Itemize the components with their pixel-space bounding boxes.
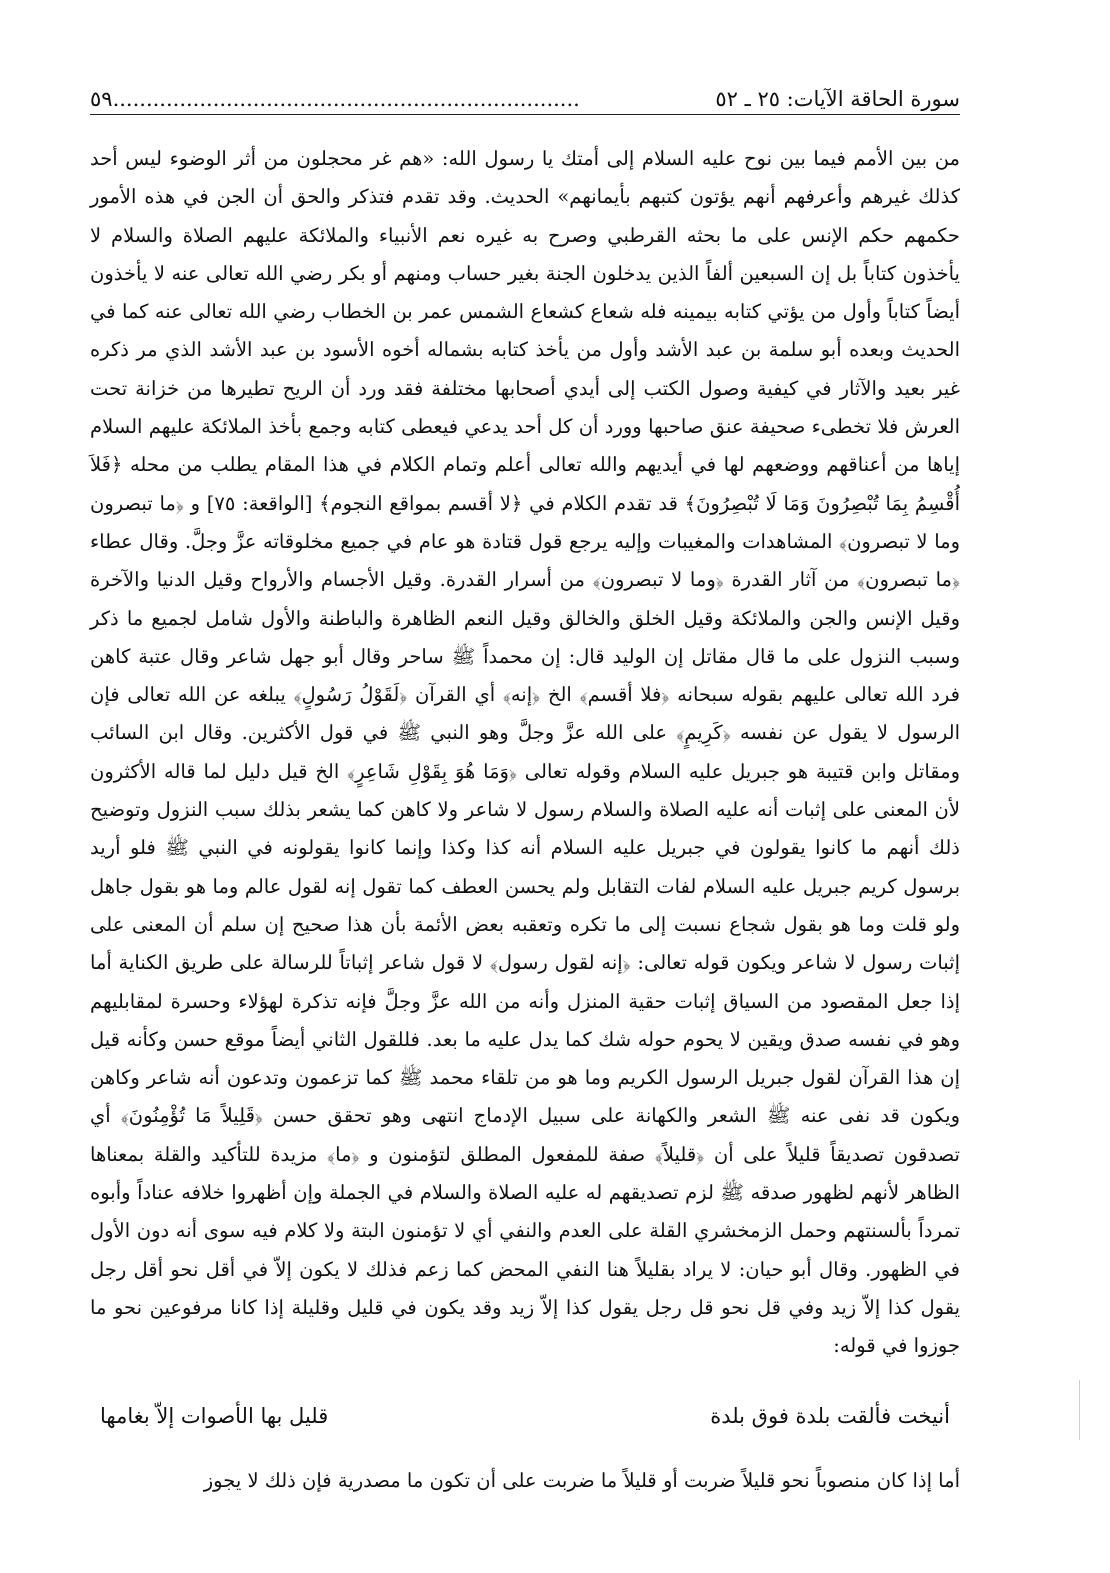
page-header	[90, 78, 960, 115]
surah-heading: سورة الحاقة الآيات: ٢٥ ـ ٥٢	[715, 87, 960, 111]
poetry-verse	[100, 1396, 950, 1436]
commentary-body	[90, 140, 960, 1366]
commentary-paragraph: من بين الأمم فيما بين نوح عليه السلام إلى أمتك يا رسول الله: «هم غر محجلون من أثر الوضوء ليس أحد كذلك غيرهم وأعرفهم أنهم يؤتون كتبهم بأيمانهم» الحديث. وقد تقدم فتذكر والحق أن الجن في هذه الأمور حكمهم حكم الإنس على ما بحثه القرطبي وصرح به غيره نعم الأنبياء والملائكة عليهم الصلاة والسلام لا يأخذون كتاباً بل إن السبعين ألفاً الذين يدخلون الجنة بغير حساب ومنهم أو بكر رضي الله تعالى عنه لا يأخذون أيضاً كتاباً وأول من يؤتي كتابه بيمينه فله شعاع كشعاع الشمس عمر بن الخطاب رضي الله تعالى عنه كما في الحديث وبعده أبو سلمة بن عبد الأشد وأول من يأخذ كتابه بشماله أخوه الأسود بن عبد الأشد الذي مر ذكره غير بعيد والآثار في كيفية وصول الكتب إلى أيدي أصحابها مختلفة فقد ورد أن الريح تطيرها من خزانة تحت العرش فلا تخطىء صحيفة عنق صاحبها وورد أن كل أحد يدعي فيعطى كتابه وجمع بأخذ الملائكة عليهم السلام إياها من أعناقهم ووضعهم لها في أيديهم والله تعالى أعلم وتمام الكلام في هذا المقام يطلب من محله ﴿فَلاَ أُقْسِمُ بِمَا تُبْصِرُونَ وَمَا لَا تُبْصِرُونَ﴾ قد تقدم الكلام في ﴿لا أقسم بمواقع النجوم﴾ [الواقعة: ٧٥] و ﴿ما تبصرون وما لا تبصرون﴾ المشاهدات والمغيبات وإليه يرجع قول قتادة هو عام في جميع مخلوقاته عزَّ وجلَّ. وقال عطاء ﴿ما تبصرون﴾ من آثار القدرة ﴿وما لا تبصرون﴾ من أسرار القدرة. وقيل الأجسام والأرواح وقيل الدنيا والآخرة وقيل الإنس والجن والملائكة وقيل الخلق والخالق وقيل النعم الظاهرة والباطنة والأول شامل لجميع ما ذكر وسبب النزول على ما قال مقاتل إن الوليد قال: إن محمداً ﷺ ساحر وقال أبو جهل شاعر وقال عتبة كاهن فرد الله تعالى عليهم بقوله سبحانه ﴿فلا أقسم﴾ الخ ﴿إنه﴾ أي القرآن ﴿لَقَوْلُ رَسُولٍ﴾ يبلغه عن الله تعالى فإن الرسول لا يقول عن نفسه ﴿كَرِيمٍ﴾ على الله عزَّ وجلَّ وهو النبي ﷺ في قول الأكثرين. وقال ابن السائب ومقاتل وابن قتيبة هو جبريل عليه السلام وقوله تعالى ﴿وَمَا هُوَ بِقَوْلِ شَاعِرٍ﴾ الخ قيل دليل لما قاله الأكثرون لأن المعنى على إثبات أنه عليه الصلاة والسلام رسول لا شاعر ولا كاهن كما يشعر بذلك سبب النزول وتوضيح ذلك أنهم ما كانوا يقولون في جبريل عليه السلام أنه كذا وكذا وإنما كانوا يقولونه في النبي ﷺ فلو أريد برسول كريم جبريل عليه السلام لفات التقابل ولم يحسن العطف كما تقول إنه لقول عالم وما هو بقول جاهل ولو قلت وما هو بقول شجاع نسبت إلى ما تكره وتعقبه بعض الأئمة بأن هذا صحيح إن سلم أن المعنى على إثبات رسول لا شاعر ويكون قوله تعالى: ﴿إنه لقول رسول﴾ لا قول شاعر إثباتاً للرسالة على طريق الكناية أما إذا جعل المقصود من السياق إثبات حقية المنزل وأنه من الله عزَّ وجلَّ فإنه تذكرة لهؤلاء وحسرة لمقابليهم وهو في نفسه صدق ويقين لا يحوم حوله شك كما يدل عليه ما بعد. فللقول الثاني أيضاً موقع حسن وكأنه قيل إن هذا القرآن لقول جبريل الرسول الكريم وما هو من تلقاء محمد ﷺ كما تزعمون وتدعون أنه شاعر وكاهن ويكون قد نفى عنه ﷺ الشعر والكهانة على سبيل الإدماج انتهى وهو تحقق حسن ﴿قَلِيلاً مَا تُؤْمِنُونَ﴾ أي تصدقون تصديقاً قليلاً على أن ﴿قليلاً﴾ صفة للمفعول المطلق لتؤمنون و ﴿ما﴾ مزيدة للتأكيد والقلة بمعناها الظاهر لأنهم لظهور صدقه ﷺ لزم تصديقهم له عليه الصلاة والسلام في الجملة وإن أظهروا خلافه عناداً وأبوه تمرداً بألسنتهم وحمل الزمخشري القلة على العدم والنفي أي لا تؤمنون البتة ولا كلام فيه سوى أنه دون الأول في الظهور. وقال أبو حيان: لا يراد بقليلاً هنا النفي المحض كما زعم فذلك لا يكون إلاّ في أقل نحو أقل رجل يقول كذا إلاّ زيد وفي قل نحو قل رجل يقول كذا إلاّ زيد وقد يكون في قليل وقليلة إذا كانا مرفوعين نحو ما جوزوا في قوله:	[90, 147, 960, 1358]
margin-line	[1079, 1380, 1080, 1440]
verse-second-hemistich: قليل بها الأصوات إلاّ بغامها	[100, 1404, 329, 1428]
verse-first-hemistich: أنيخت فألقت بلدة فوق بلدة	[710, 1404, 950, 1428]
page-number: ......................................................................٥٩	[90, 87, 580, 111]
continuation-text: أما إذا كان منصوباً نحو قليلاً ضربت أو قليلاً ما ضربت على أن تكون ما مصدرية فإن ذلك لا يجوز	[203, 1469, 960, 1492]
